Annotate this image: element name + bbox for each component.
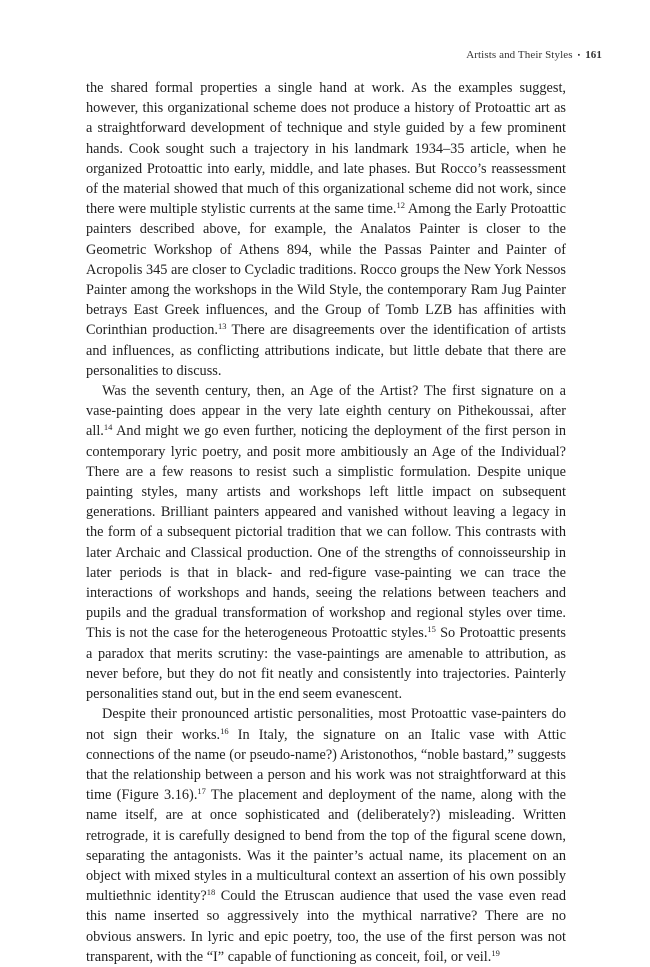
footnote-marker: 19	[491, 947, 500, 958]
footnote-marker: 18	[206, 887, 216, 898]
paragraph-text: So Protoattic presents a paradox that merits scrutiny: the vase-paintings are amenable to attribution, as never before, but they do not fit neatly and consistently into trajectories. Painterly personalities stand out, but in the end seem evanescent.	[86, 625, 566, 703]
paragraph	[86, 78, 566, 381]
paragraph	[86, 381, 566, 704]
paragraph-text: And might we go even further, noticing the deployment of the first person in contemporary lyric poetry, and posit more ambitiously an Age of the Individual? There are a few reasons to resist such a simplistic formulation. Despite unique painting styles, many artists and workshops left little impact on subsequent generations. Brilliant painters appeared and vanished without leaving a legacy in the form of a subsequent pictorial tradition that we can follow. This contrasts with later Archaic and Classical production. One of the strengths of connoisseurship in later periods is that in black- and red-figure vase-painting we can trace the interactions of workshops and hands, seeing the relations between teachers and pupils and the gradual transformation of workshop and regional styles over time. This is not the case for the heterogeneous Protoattic styles.	[86, 423, 566, 642]
footnote-marker: 15	[427, 624, 436, 635]
paragraph-text: Despite their pronounced artistic personalities, most Protoattic vase-painters do not sign their works.	[86, 706, 566, 743]
footnote-marker: 16	[220, 725, 229, 736]
paragraph-text: the shared formal properties a single hand at work. As the examples suggest, however, this organizational scheme does not produce a history of Protoattic art as a straightforward development of technique and style guided by a few prominent hands. Cook sought such a trajectory in his landmark 1934–35 article, when he organized Protoattic into early, middle, and late phases. But Rocco’s reassessment of the material showed that much of this organizational scheme did not work, since there were multiple stylistic currents at the same time.	[86, 80, 566, 218]
paragraph-text: In Italy, the signature on an Italic vase with Attic connections of the name (or pseudo-name?) Aristonothos, “noble bastard,” suggests that the relationship between a person and his work was not straightforward at this time (Figure 3.16).	[86, 726, 567, 804]
footnote-marker: 17	[197, 786, 206, 797]
footnote-marker: 12	[396, 200, 405, 211]
paragraph-text: Was the seventh century, then, an Age of the Artist? The first signature on a vase-painting does appear in the very late eighth century on Pithekoussai, after all.	[86, 383, 566, 440]
footnote-marker: 13	[217, 321, 227, 332]
paragraph-text: Among the Early Protoattic painters described above, for example, the Analatos Painter is closer to the Geometric Workshop of Athens 894, while the Passas Painter and Painter of Acropolis 345 are closer to Cycladic traditions. Rocco groups the New York Nessos Painter among the workshops in the Wild Style, the contemporary Ram Jug Painter betrays East Greek influences, and the Group of Tomb LZB has affinities with Corinthian production.	[86, 201, 566, 339]
paragraph-text: The placement and deployment of the name, along with the name itself, are at once sophisticated and (deliberately?) misleading. Written retrograde, it is carefully designed to bend from the top of the figural scene down, separating the antagonists. Was it the painter’s actual name, its placement on an object with mixed styles in a multicultural context an assertion of his own possibly multiethnic identity?	[86, 787, 566, 905]
body-text	[86, 78, 566, 967]
running-head-separator: ▪	[577, 50, 581, 59]
running-head-title: Artists and Their Styles	[466, 49, 573, 61]
footnote-marker: 14	[103, 422, 113, 433]
paragraph-text: Could the Etruscan audience that used the vase even read this name inserted so aggressively into the mythical narrative? There are no obvious answers. In lyric and epic poetry, too, the use of the first person was not transparent, with the “I” capable of functioning as conceit, foil, or veil.	[86, 888, 567, 965]
paragraph-text: There are disagreements over the identification of artists and influences, as conflicting attributions indicate, but little debate that there are personalities to discuss.	[86, 322, 566, 379]
running-head	[466, 49, 602, 61]
page-number: 161	[585, 49, 602, 61]
